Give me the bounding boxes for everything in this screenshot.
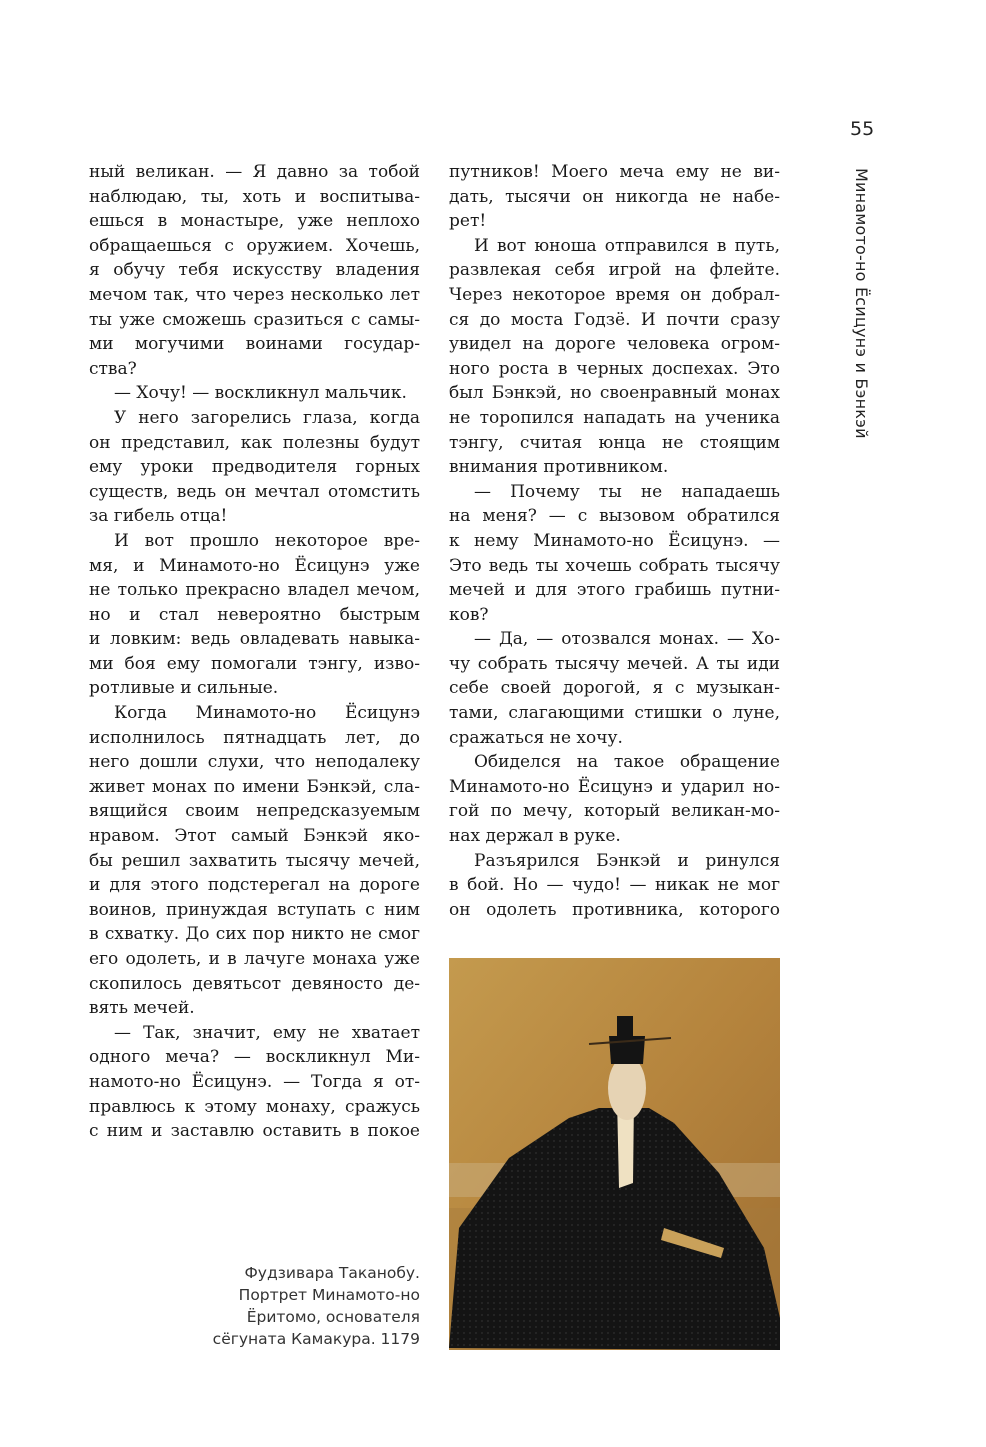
text-line: Разъярился Бэнкэй и ринулся [474, 850, 780, 871]
text-line: вящийся своим непредсказуемым [89, 801, 420, 822]
text-line: намото-но Ёсицунэ. — Тогда я от- [89, 1071, 420, 1092]
text-line: я обучу тебя искусству владения [89, 260, 420, 281]
text-line: Обиделся на такое обращение [474, 752, 780, 773]
text-line: внимания противником. [449, 457, 669, 478]
text-line: воинов, принуждая вступать с ним [89, 899, 420, 920]
text-line: Это ведь ты хочешь собрать тысячу [449, 555, 780, 576]
text-line: был Бэнкэй, но своенравный монах [449, 383, 780, 404]
caption-line: Портрет Минамото-но [238, 1286, 420, 1304]
text-line: исполнилось пятнадцать лет, до [89, 727, 420, 748]
caption-line: Фудзивара Таканобу. [244, 1264, 420, 1282]
text-line: одного меча? — воскликнул Ми- [89, 1047, 420, 1068]
text-line: скопилось девятьсот девяносто де- [89, 973, 420, 994]
text-line: мечей и для этого грабишь путни- [449, 580, 780, 601]
text-line: ему уроки предводителя горных [89, 457, 420, 478]
running-head: Минамото-но Ёсицунэ и Бэнкэй [852, 168, 871, 439]
text-line: он одолеть противника, которого [449, 899, 780, 920]
text-line: в бой. Но — чудо! — никак не мог [449, 875, 780, 896]
text-line: к нему Минамото-но Ёсицунэ. — [449, 530, 780, 551]
text-line: тами, слагающими стишки о луне, [449, 703, 780, 724]
text-line: ков? [449, 604, 489, 625]
text-line: мечом так, что через несколько лет [89, 284, 420, 305]
text-line: увидел на дороге человека огром- [449, 334, 780, 355]
text-line: — Так, значит, ему не хватает [114, 1022, 420, 1043]
caption-line: Ёритомо, основателя [246, 1308, 420, 1326]
text-line: существ, ведь он мечтал отомстить [89, 481, 420, 502]
text-line: живет монах по имени Бэнкэй, сла- [89, 776, 420, 797]
text-line: ного роста в черных доспехах. Это [449, 358, 780, 379]
text-line: не только прекрасно владел мечом, [89, 580, 420, 601]
text-line: ства? [89, 358, 137, 379]
text-line: нравом. Этот самый Бэнкэй яко- [89, 826, 420, 847]
text-line: ротливые и сильные. [89, 678, 279, 699]
text-line: вять мечей. [89, 998, 195, 1019]
text-line: него дошли слухи, что неподалеку [89, 752, 420, 773]
figure-caption [150, 1262, 420, 1350]
portrait-illustration [449, 958, 780, 1350]
text-line: развлекая себя игрой на флейте. [449, 260, 780, 281]
text-line: чу собрать тысячу мечей. А ты иди [449, 653, 780, 674]
text-line: бы решил захватить тысячу мечей, [89, 850, 420, 871]
text-line: У него загорелись глаза, когда [114, 407, 420, 428]
text-line: правлюсь к этому монаху, сражусь [89, 1096, 420, 1117]
text-line: но и стал невероятно быстрым [89, 604, 420, 625]
text-line: тэнгу, считая юнца не стоящим [449, 432, 780, 453]
text-line: Через некоторое время он добрал- [449, 284, 780, 305]
text-line: его одолеть, и в лачуге монаха уже [89, 949, 420, 969]
text-line: за гибель отца! [89, 506, 228, 527]
text-line: — Да, — отозвался монах. — Хо- [474, 629, 780, 650]
text-line: ся до моста Годзё. И почти сразу [449, 309, 780, 330]
text-column-right [449, 160, 780, 922]
text-line: путников! Моего меча ему не ви- [449, 162, 780, 182]
text-line: себе своей дорогой, я с музыкан- [449, 678, 780, 699]
text-column-left [89, 160, 420, 1144]
text-line: нах держал в руке. [449, 826, 621, 847]
text-line: Минамото-но Ёсицунэ и ударил но- [449, 776, 780, 797]
text-line: ми боя ему помогали тэнгу, изво- [89, 653, 420, 674]
text-line: на меня? — с вызовом обратился [449, 506, 780, 527]
text-line: дать, тысячи он никогда не набе- [449, 186, 780, 207]
text-line: и для этого подстерегал на дороге [89, 875, 420, 896]
text-line: рет! [449, 211, 487, 232]
caption-line: сёгуната Камакура. 1179 [212, 1330, 420, 1348]
text-line: ми могучими воинами государ- [89, 334, 420, 355]
page-number: 55 [850, 118, 875, 140]
text-line: И вот прошло некоторое вре- [114, 530, 420, 551]
text-line: сражаться не хочу. [449, 727, 623, 748]
text-line: ный великан. — Я давно за тобой [89, 162, 420, 182]
text-line: не торопился нападать на ученика [449, 407, 780, 428]
text-line: он представил, как полезны будут [89, 432, 420, 453]
text-line: мя, и Минамото-но Ёсицунэ уже [89, 555, 420, 576]
text-line: — Хочу! — воскликнул мальчик. [114, 383, 407, 404]
text-line: и ловким: ведь овладевать навыка- [89, 629, 420, 650]
text-line: ты уже сможешь сразиться с самы- [89, 309, 420, 330]
text-line: Когда Минамото-но Ёсицунэ [114, 703, 420, 724]
text-line: в схватку. До сих пор никто не смог [89, 924, 420, 945]
text-line: ешься в монастыре, уже неплохо [89, 211, 420, 232]
text-line: наблюдаю, ты, хоть и воспитыва- [89, 186, 420, 207]
text-line: — Почему ты не нападаешь [474, 481, 780, 502]
text-line: с ним и заставлю оставить в покое [89, 1121, 420, 1142]
text-line: обращаешься с оружием. Хочешь, [89, 235, 420, 256]
portrait-painting-icon [449, 958, 780, 1350]
text-line: гой по мечу, который великан-мо- [449, 801, 780, 822]
text-line: И вот юноша отправился в путь, [474, 235, 780, 256]
